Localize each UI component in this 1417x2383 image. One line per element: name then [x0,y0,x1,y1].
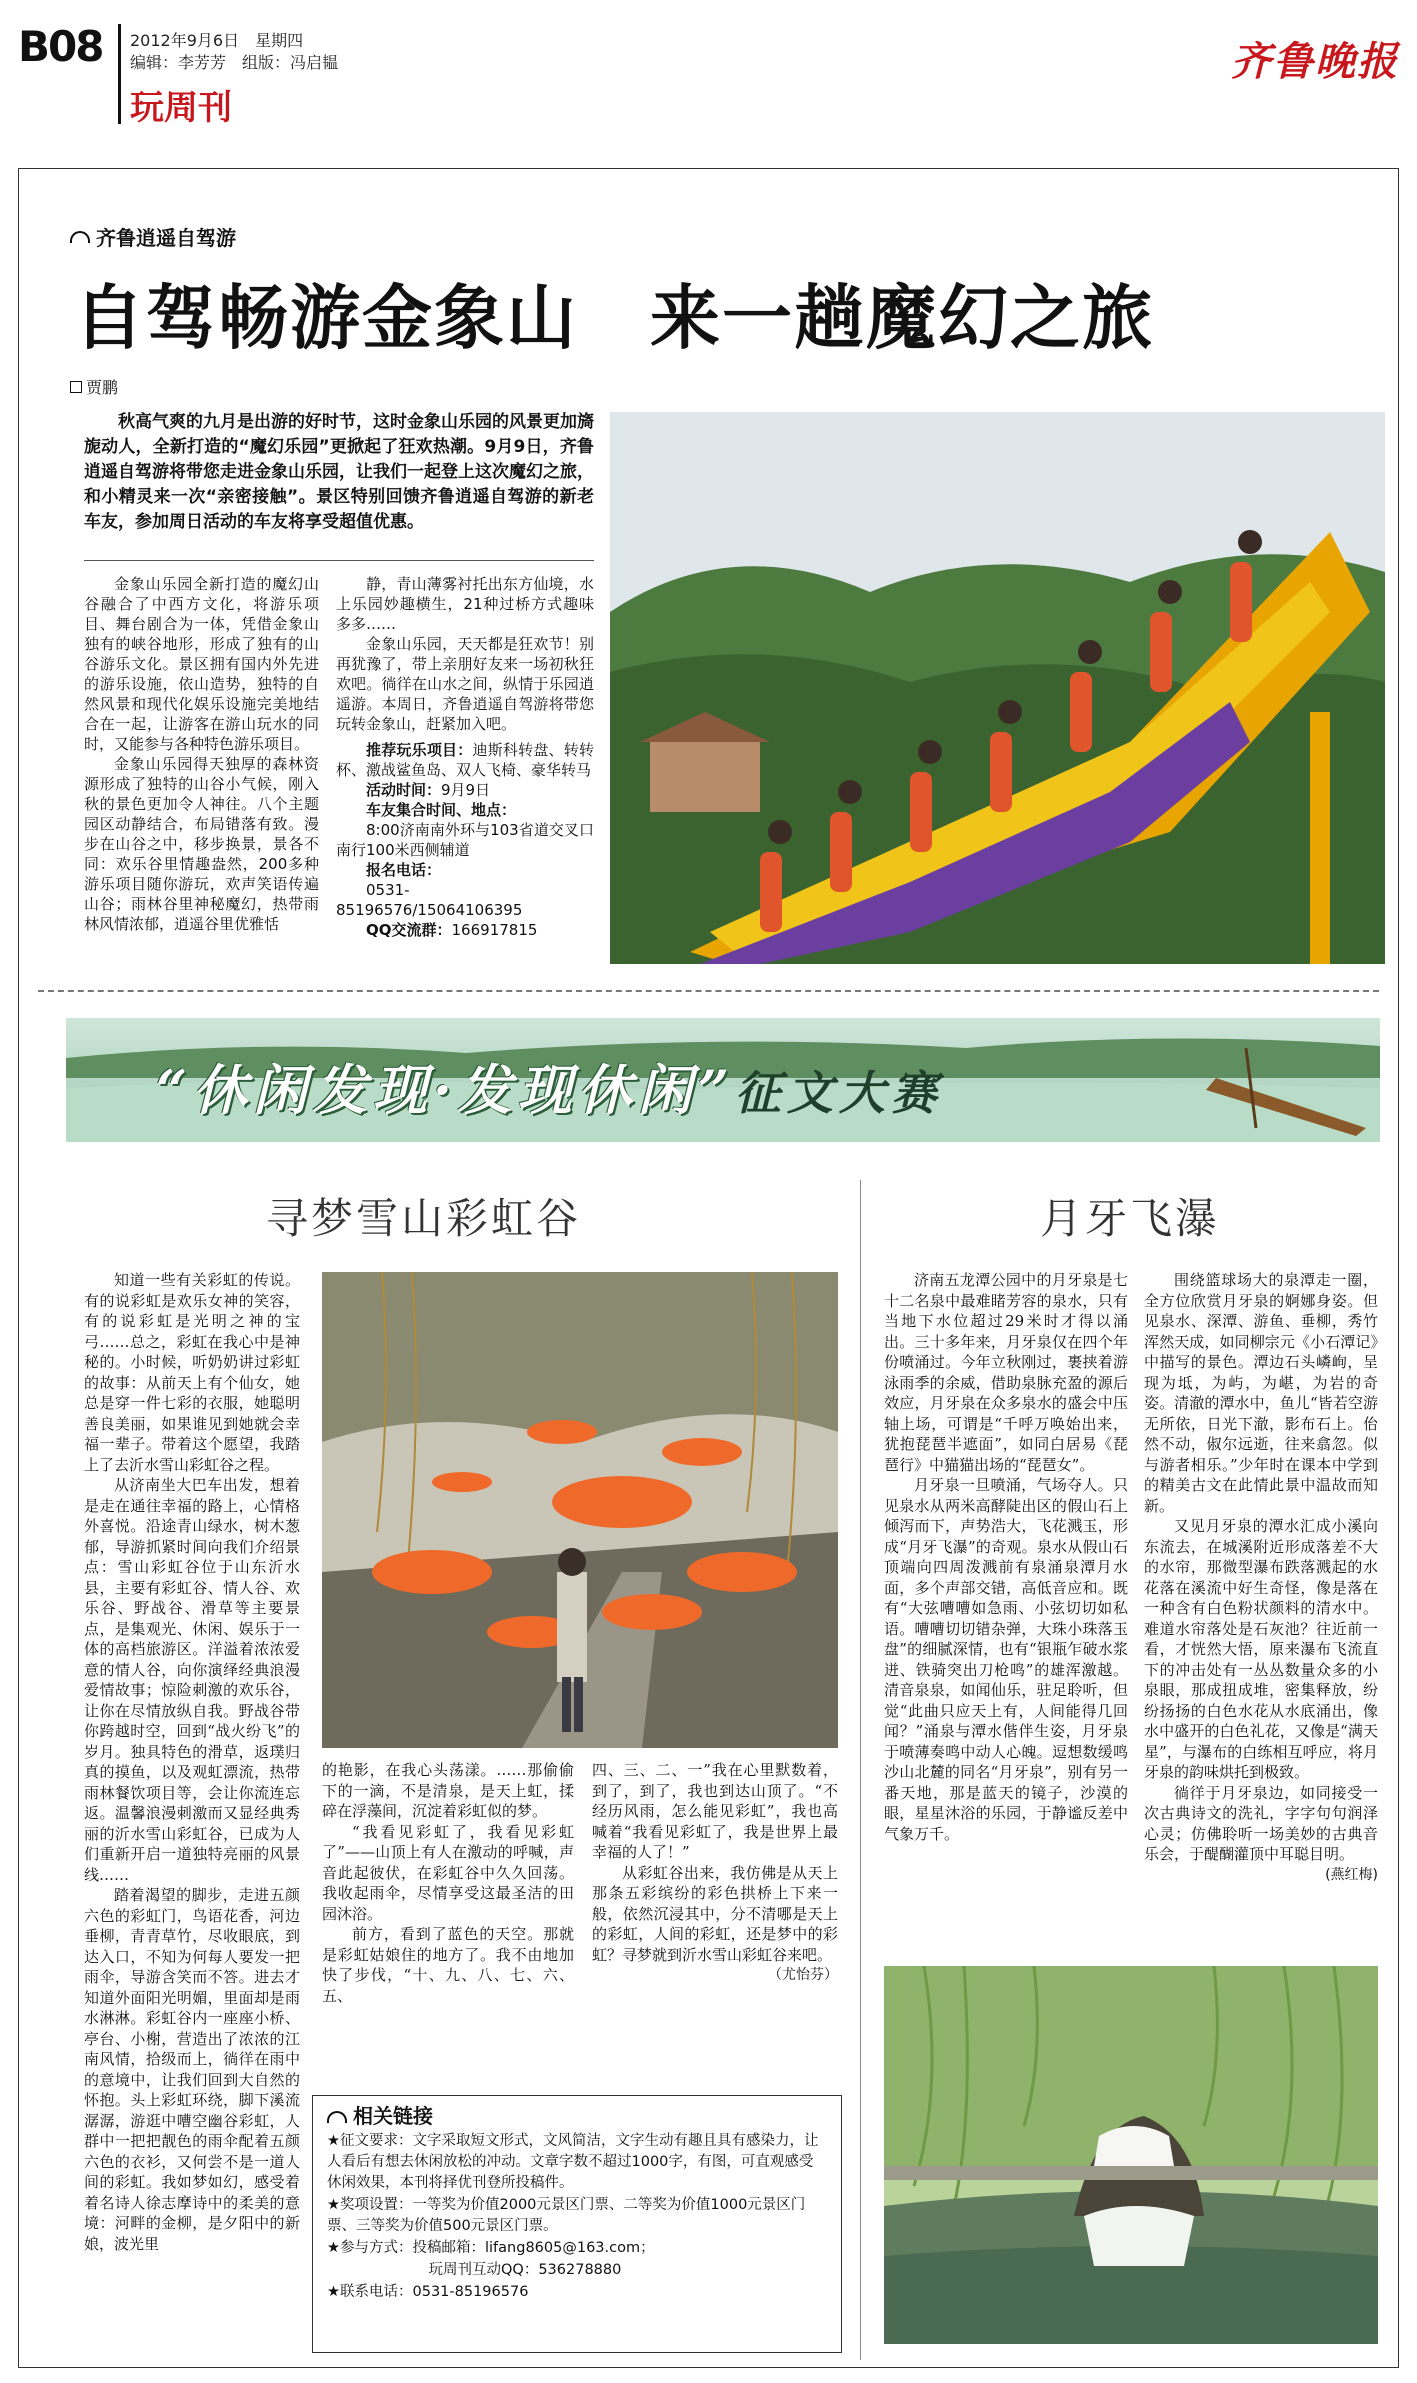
article-column-1 [84,574,319,934]
meet-label: 车友集合时间、地点： [366,801,517,819]
rainbow-valley-author: （尤怡芬） [768,1967,838,1983]
square-icon [70,381,82,393]
essay-paragraph: 围绕篮球场大的泉潭走一圈，全方位欣赏月牙泉的婀娜身姿。但见泉水、深潭、游鱼、垂柳，秀竹浑然天成，如同柳宗元《小石潭记》中描写的景色。潭边石头嶙峋，呈现为坻，为屿，为嵁，为岩的奇姿。清澈的潭水中，鱼儿“皆若空游无所依，日光下澈，影布石上。佁然不动，俶尔远逝，往来翕忽。似与游者相乐。”少年时在课本中学到的精美古文在此情此景中温故而知新。 [1144,1271,1378,1515]
essay-paragraph: 徜徉于月牙泉边，如同接受一次古典诗文的洗礼，字字句句润泽心灵；仿佛聆听一场美妙的古典音乐会，于醍醐灌顶中耳聪目明。 [1144,1783,1378,1863]
amusement-ride-photo [610,412,1385,964]
contest-phone: ★联系电话：0531-85196576 [327,2284,529,2300]
contest-prizes: ★奖项设置：一等奖为价值2000元景区门票、二等奖为价值1000元景区门票、三等奖为价值500元景区门票。 [327,2197,806,2234]
umbrella-path-photo [322,1272,838,1748]
contest-requirement: ★征文要求：文字采取短文形式，文风简洁，文字生动有趣且具有感染力，让人看后有想去休闲放松的冲动。文章字数不超过1000字，有图，可直观感受休闲效果，本刊将择优刊登所投稿件。 [327,2133,819,2191]
essay-paragraph: 从彩虹谷出来，我仿佛是从天上那条五彩缤纷的彩色拱桥上下来一般，依然沉浸其中，分不清哪是天上的彩虹，人间的彩虹，还是梦中的彩虹？寻梦就到沂水雪山彩虹谷来吧。 [592,1863,838,1964]
rainbow-valley-column-3 [592,1760,838,1986]
rainbow-valley-title: 寻梦雪山彩虹谷 [266,1194,582,1243]
qq-label: QQ交流群： [366,921,452,939]
time-value: 9月9日 [441,781,491,799]
recommend-label: 推荐玩乐项目： [366,741,473,759]
article-paragraph: 金象山乐园得天独厚的森林资源形成了独特的山谷小气候，刚入秋的景色更加令人神往。八个主题园区动静结合，布局错落有致。漫步在山谷之中，移步换景，景各不同：欢乐谷里情趣盎然，200多种游乐项目随你游玩，欢声笑语传遍山谷；雨林谷里神秘魔幻，热带雨林风情浓郁，逍遥谷里优雅恬 [84,755,319,933]
contest-banner-title [156,1048,943,1125]
article-paragraph: 金象山乐园，天天都是狂欢节！别再犹豫了，带上亲朋好友来一场初秋狂欢吧。徜徉在山水之间，纵情于乐园逍遥游。本周日，齐鲁逍遥自驾游将带您玩转金象山，赶紧加入吧。 [336,635,594,733]
essay-paragraph: 月牙泉一旦喷涌，气场夺人。只见泉水从两米高酵陡出区的假山石上倾泻而下，声势浩大，飞花溅玉，形成“月牙飞瀑”的奇观。泉水从假山石顶端向四周泼溅前有泉涌泉潭月水面，多个声部交错，高低音应和。既有“大弦嘈嘈如急雨、小弦切切如私语。嘈嘈切切错杂弹，大珠小珠落玉盘”的细腻深情，也有“银瓶乍破水浆迸、铁骑突出刀枪鸣”的雄浑激越。清音泉泉，如闻仙乐，驻足聆听，但觉“此曲只应天上有，人间能得几回闻？”涌泉与潭水偕伴生姿，月牙泉于喷薄奏鸣中动人心魄。逗想数缓鸣沙山北麓的同名“月牙泉”，别有另一番天地，那是蓝天的镜子，沙漠的眼，星星沐浴的乐园，于静谧反差中气象万千。 [884,1476,1128,1843]
byline [70,375,118,398]
contest-banner-slogan: “休闲发现·发现休闲” [156,1058,735,1122]
article-column-2 [336,574,594,940]
crescent-falls-author: (燕红梅) [1325,1866,1378,1883]
article-lead: 秋高气爽的九月是出游的好时节，这时金象山乐园的风景更加旖旎动人，全新打造的“魔幻乐园”更掀起了狂欢热潮。9月9日，齐鲁逍遥自驾游将带您走进金象山乐园，让我们一起登上这次魔幻之旅，和小精灵来一次“亲密接触”。景区特别回馈齐鲁逍遥自驾游的新老车友，参加周日活动的车友将享受超值优惠。 [84,412,594,532]
crescent-falls-column-1 [884,1270,1128,1844]
related-links-title [327,2106,827,2127]
contest-submission: ★参与方式：投稿邮箱：lifang8605@163.com； [327,2240,655,2256]
column-tag [70,222,236,251]
article-paragraph: 静，青山薄雾衬托出东方仙境，水上乐园妙趣横生，21种过桥方式趣味多多…… [336,575,594,633]
issue-date: 2012年9月6日 星期四 [130,31,304,50]
article-paragraph: 金象山乐园全新打造的魔幻山谷融合了中西方文化，将游乐项目、舞台剧合为一体，凭借金象山独有的峡谷地形，形成了独有的山谷游乐文化。景区拥有国内外先进的游乐设施，依山造势，独特的自然风景和现代化娱乐设施完美地结合在一起，让游客在游山玩水的同时，又能参与各种特色游乐项目。 [84,575,319,753]
crescent-falls-title: 月牙飞瀑 [1040,1194,1221,1243]
newspaper-logo: 齐鲁晚报 [1231,38,1399,85]
crescent-falls-column-2 [1144,1270,1378,1885]
phone-label: 报名电话： [366,861,442,879]
contest-banner-suffix: 征文大赛 [734,1066,943,1120]
time-label: 活动时间： [366,781,442,799]
essay-paragraph: “我看见彩虹了，我看见彩虹了”——山顶上有人在激动的呼喊，声音此起彼伏，在彩虹谷中久久回荡。我收起雨伞，尽情享受这最圣洁的田园沐浴。 [322,1822,574,1923]
lead-divider [84,560,594,561]
essay-paragraph: 前方，看到了蓝色的天空。那就是彩虹姑娘住的地方了。我不由地加快了步伐，“十、九、八、七、六、五、 [322,1925,574,2005]
phone-value: 0531-85196576/15064106395 [336,881,523,919]
page-number: B08 [18,22,103,71]
qq-value: 166917815 [451,921,538,939]
related-links-label: 相关链接 [353,2104,433,2128]
meet-value: 8:00济南南外环与103省道交叉口南行100米西侧辅道 [336,821,594,859]
header-divider [118,24,121,124]
rainbow-valley-column-2 [322,1760,574,2006]
essay-paragraph: 四、三、二、一”我在心里默数着，到了，到了，我也到达山顶了。“不经历风雨，怎么能见彩虹”，我也高喊着“我看见彩虹了，我是世界上最幸福的人了！” [592,1761,838,1861]
semicircle-icon [70,231,90,243]
column-tag-label: 齐鲁逍遥自驾游 [96,226,236,250]
column-divider [860,1180,861,2360]
essay-paragraph: 的艳影，在我心头荡漾。……那偷偷下的一滴，不是清泉，是天上虹，揉碎在浮藻间，沉淀着彩虹似的梦。 [322,1761,574,1820]
byline-author: 贾鹏 [86,378,119,397]
crescent-spring-photo [884,1966,1378,2344]
rainbow-valley-column-1 [84,1270,300,2370]
semicircle-icon [327,2111,347,2123]
essay-paragraph: 从济南坐大巴车出发，想着是走在通往幸福的路上，心情格外喜悦。沿途青山绿水，树木葱郁，导游抓紧时间向我们介绍景点：雪山彩虹谷位于山东沂水县，主要有彩虹谷、情人谷、欢乐谷、野战谷、滑草等主要景点，是集观光、休闲、娱乐于一体的高档旅游区。洋溢着浓浓爱意的情人谷，向你演绎经典浪漫爱情故事；惊险刺激的欢乐谷，让你在尽情放纵自我。野战谷带你跨越时空，回到“战火纷飞”的岁月。独具特色的滑草，返璞归真的摸鱼，以及观虹漂流，热带雨林餐饮项目等，会让你流连忘返。温馨浪漫刺激而又显经典秀丽的沂水雪山彩虹谷，已成为人们重新开启一道独特亮丽的风景线…… [84,1476,300,1884]
recommend-value: 迪斯科转盘、转转杯、激战鲨鱼岛、双人飞椅、豪华转马 [336,741,594,779]
headline: 自驾畅游金象山 来一趟魔幻之旅 [74,277,1154,359]
contest-qq: 玩周刊互动QQ：536278880 [428,2262,622,2278]
section-name: 玩周刊 [130,88,232,128]
contest-banner [66,1018,1380,1142]
essay-paragraph: 又见月牙泉的潭水汇成小溪向东流去，在城溪附近形成落差不大的水帘，那微型瀑布跌落溅起的水花落在溪流中好生奇怪，像是落在一种含有白色粉状颜料的清水中。难道水帘落处是石灰池？往近前一看，才恍然大悟，原来瀑布飞流直下的冲击处有一丛丛数量众多的小泉眼，那成扭成堆，密集释放，纷纷扬扬的白色水花从水底涌出，像水中盛开的白色礼花，又像是“满天星”，与瀑布的白练相互呼应，将月牙泉的韵味烘托到极致。 [1144,1517,1378,1781]
section-divider [38,990,1379,992]
related-links-box [312,2095,842,2353]
essay-paragraph: 踏着渴望的脚步，走进五颜六色的彩虹门，鸟语花香，河边垂柳，青青草竹，尽收眼底，到达入口，不知为何每人要发一把雨伞，导游含笑而不答。进去才知道外面阳光明媚，里面却是雨水淋淋。彩虹谷内一座座小桥、亭台、小榭，营造出了浓浓的江南风情，拾级而上，徜徉在雨中的意境中，让我们回到大自然的怀抱。头上彩虹环绕，脚下溪流潺潺，游逛中嘈空幽谷彩虹，人群中一把把靓色的雨伞配着五颜六色的衣衫，又何尝不是一道人间的彩虹。我如梦如幻，感受着着名诗人徐志摩诗中的柔美的意境：河畔的金柳，是夕阳中的新娘，波光里 [84,1886,300,2253]
event-info [336,740,594,940]
editors-credit: 编辑：李芳芳 组版：冯启韫 [130,53,339,72]
essay-paragraph: 知道一些有关彩虹的传说。有的说彩虹是欢乐女神的笑容，有的说彩虹是光明之神的宝弓……总之，彩虹在我心中是神秘的。小时候，听奶奶讲过彩虹的故事：从前天上有个仙女，她总是穿一件七彩的衣服，她聪明善良美丽，如果谁见到她就会幸福一辈子。带着这个愿望，我踏上了去沂水雪山彩虹谷之程。 [84,1271,300,1474]
essay-paragraph: 济南五龙潭公园中的月牙泉是七十二名泉中最难睹芳容的泉水，只有当地下水位超过29米时才得以涌出。三十多年来，月牙泉仅在四个年份喷涌过。今年立秋刚过，裹挟着游泳雨季的余威，借助泉脉充盈的源后效应，月牙泉在众多泉水的盛会中压轴上场，可谓是“千呼万唤始出来，犹抱琵琶半遮面”，如同白居易《琵琶行》中猫猫出场的“琵琶女”。 [884,1271,1128,1474]
